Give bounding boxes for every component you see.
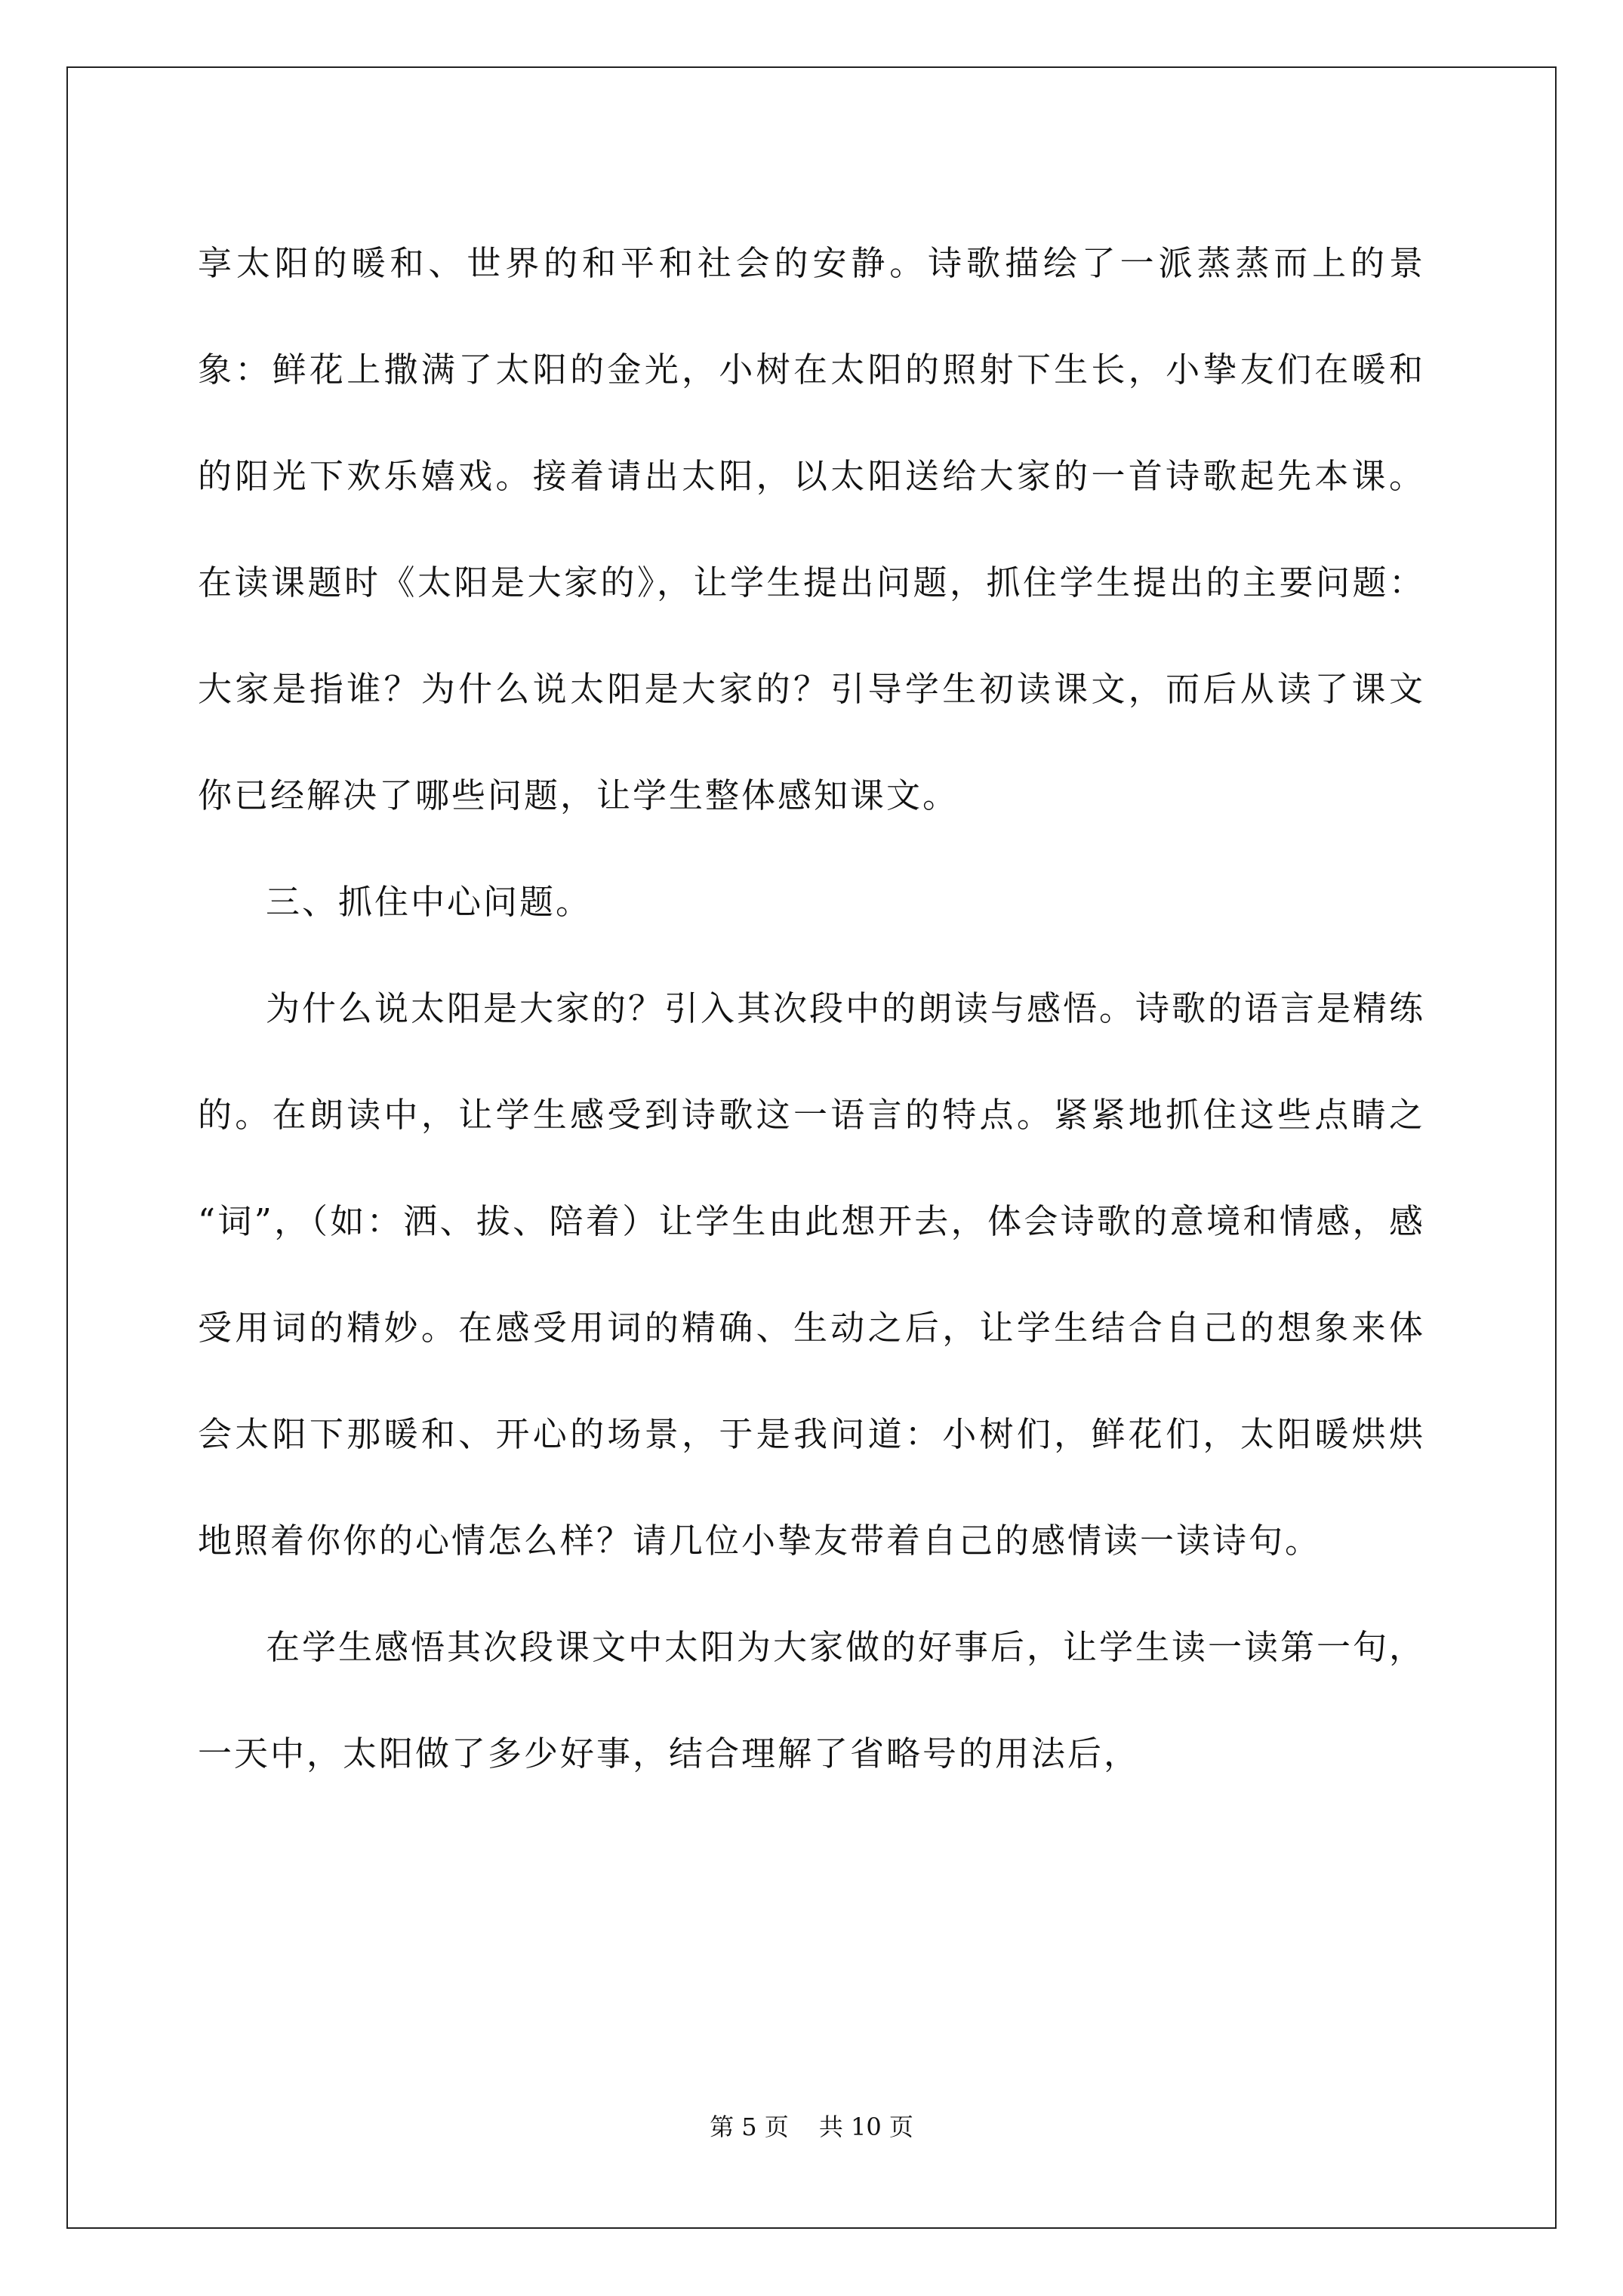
page-footer (0, 2108, 1623, 2143)
paragraph-1: 享太阳的暖和、世界的和平和社会的安静。诗歌描绘了一派蒸蒸而上的景象：鲜花上撒满了太阳的金光，小树在太阳的照射下生长，小挚友们在暖和的阳光下欢乐嬉戏。接着请出太阳，以太阳送给大家的一首诗歌起先本课。在读课题时《太阳是大家的》，让学生提出问题，抓住学生提出的主要问题：大家是指谁？为什么说太阳是大家的？引导学生初读课文，而后从读了课文你已经解决了哪些问题，让学生整体感知课文。 (198, 243, 1425, 815)
paragraph-2-heading: 三、抓住中心问题。 (266, 882, 593, 922)
paragraph-3: 为什么说太阳是大家的？引入其次段中的朗读与感悟。诗歌的语言是精练的。在朗读中，让学生感受到诗歌这一语言的特点。紧紧地抓住这些点睛之 “词”，（如：洒、拔、陪着）让学生由此想开去，体会诗歌的意境和情感，感受用词的精妙。在感受用词的精确、生动之后，让学生结合自己的想象来体会太阳下那暖和、开心的场景，于是我问道：小树们，鲜花们，太阳暖烘烘地照着你你的心情怎么样？请几位小挚友带着自己的感情读一读诗句。 (198, 988, 1426, 1561)
page-number: 第 5 页 (710, 2113, 789, 2141)
document-body (198, 210, 1425, 1807)
page-total: 共 10 页 (818, 2113, 913, 2141)
paragraph-4: 在学生感悟其次段课文中太阳为大家做的好事后，让学生读一读第一句，一天中，太阳做了多少好事，结合理解了省略号的用法后， (198, 1627, 1426, 1774)
